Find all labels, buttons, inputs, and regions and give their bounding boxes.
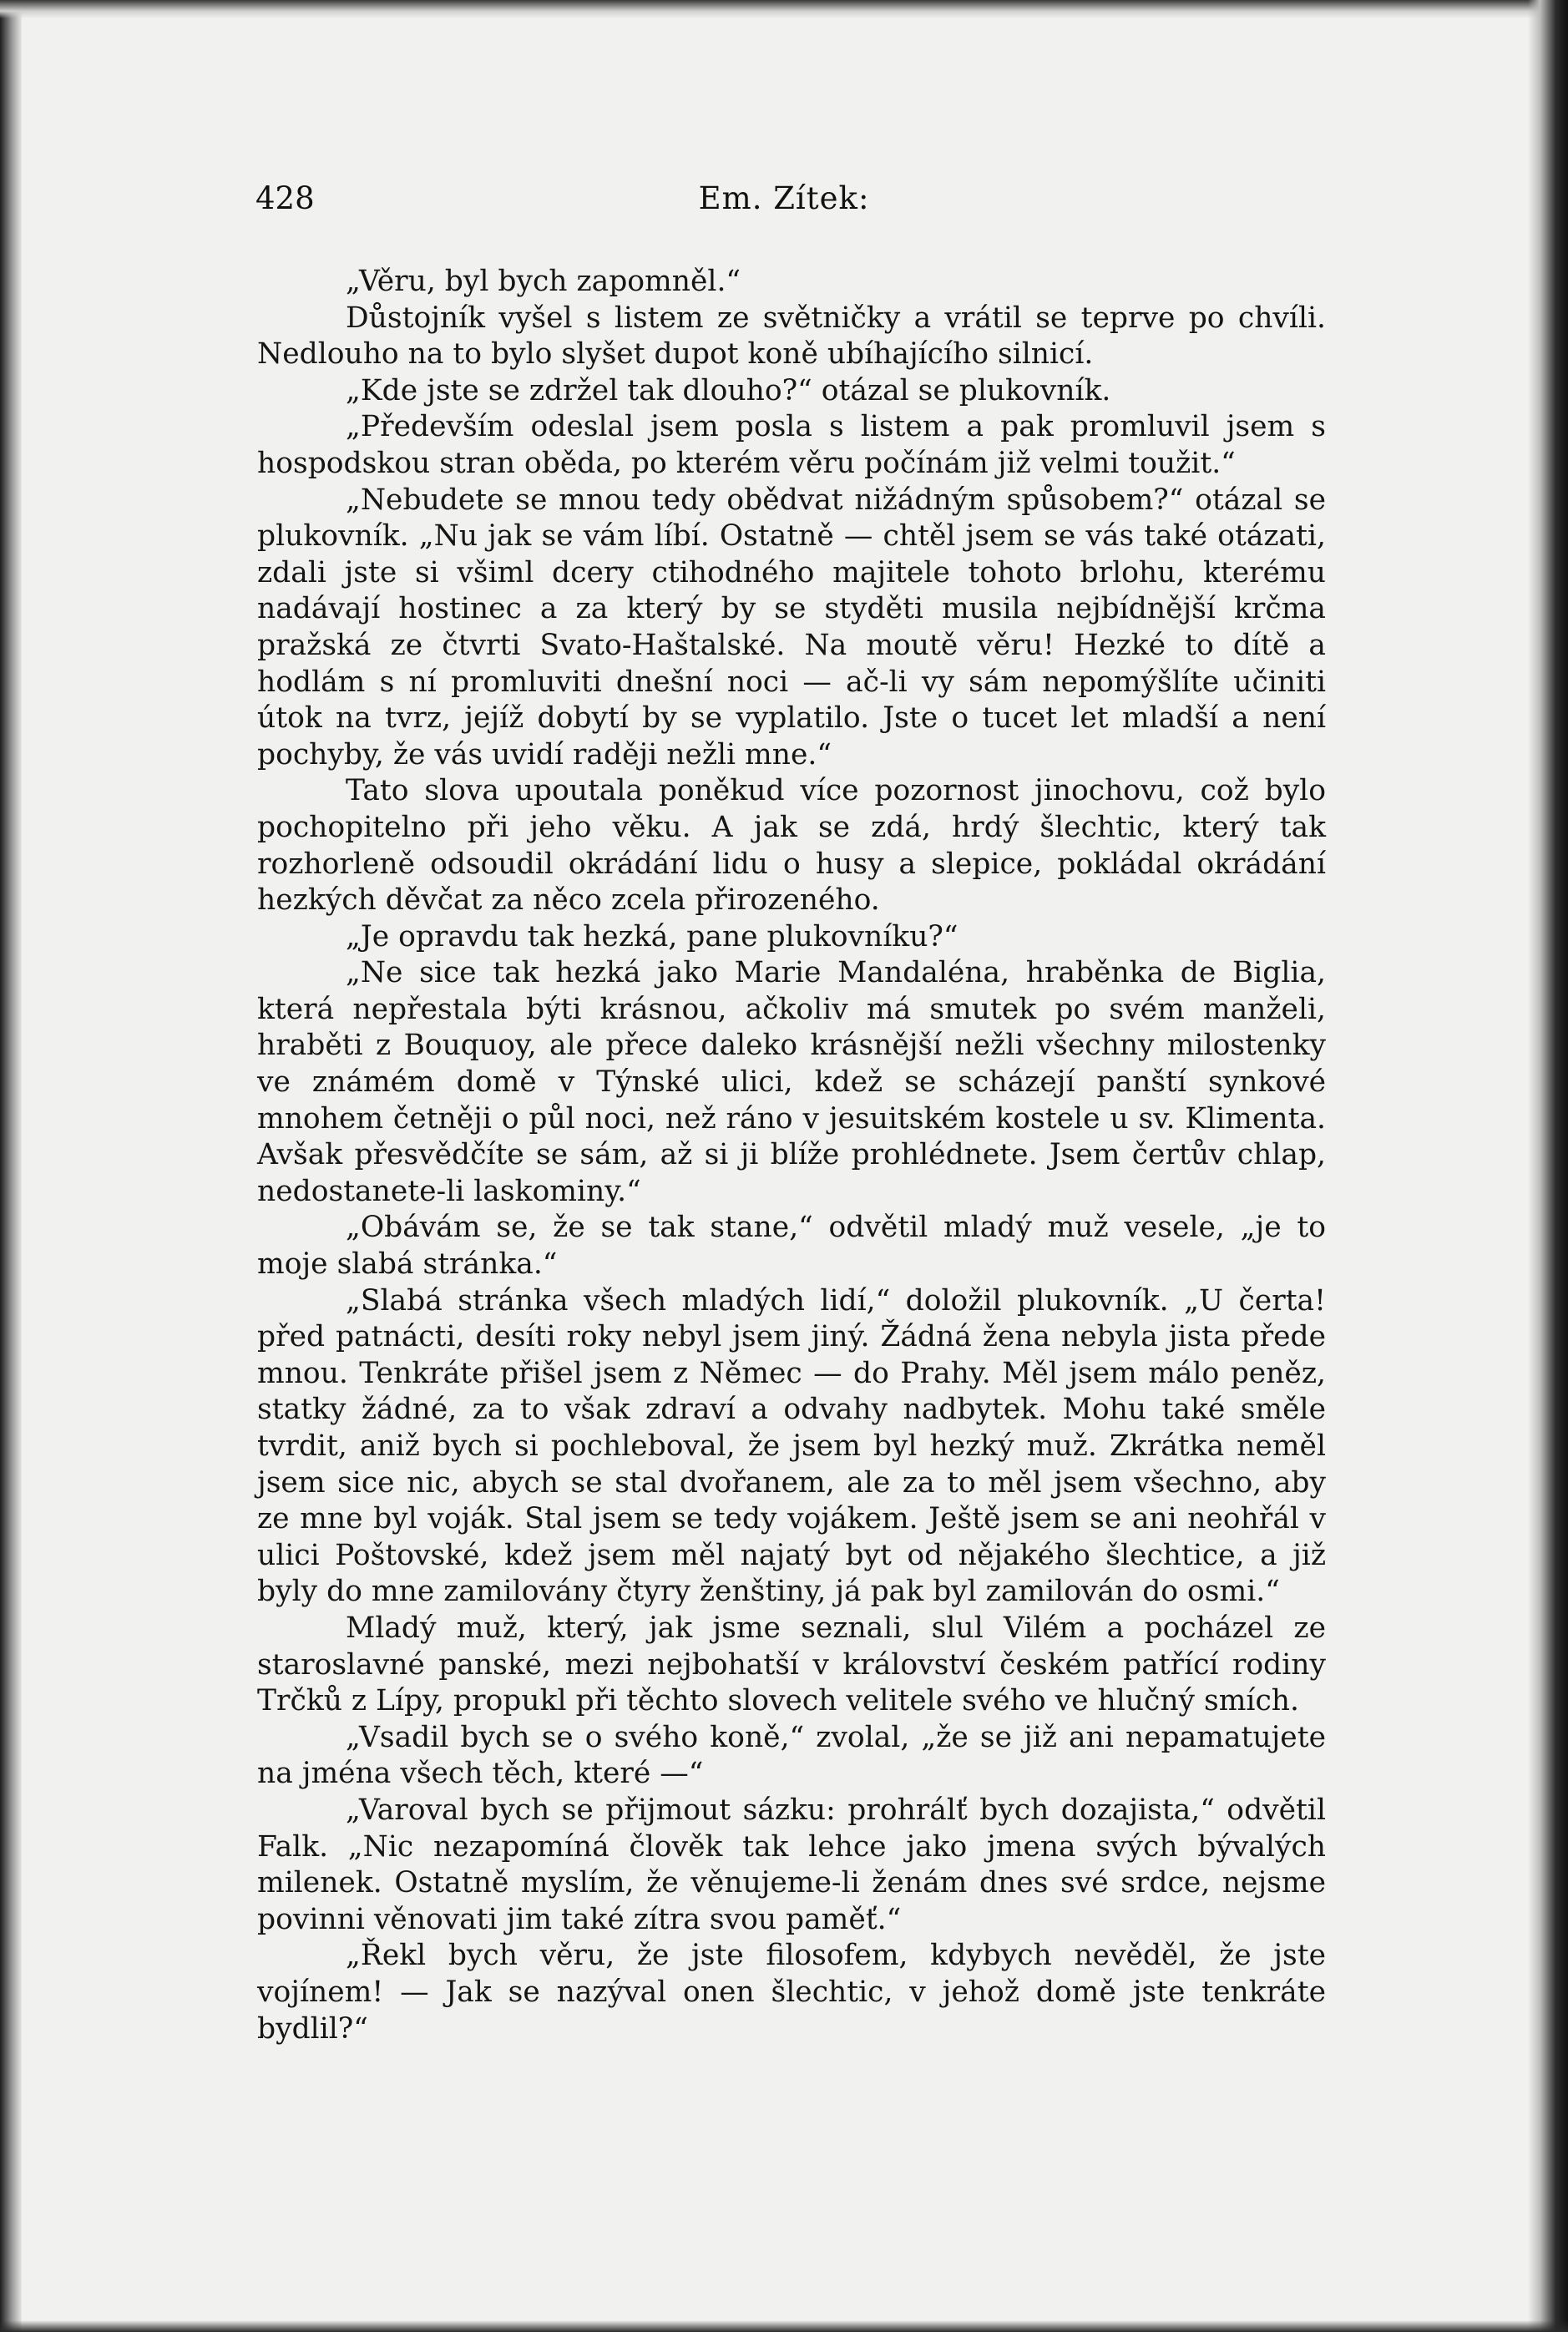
- running-head: Em. Zítek:: [698, 180, 870, 216]
- paragraph: „Vsadil bych se o svého koně,“ zvolal, „že se již ani nepamatujete na jména všech těch, které —“: [257, 1720, 1326, 1791]
- paragraph: Tato slova upoutala poněkud více pozornost jinochovu, což bylo pochopitelno při jeho věku. A jak se zdá, hrdý šlechtic, který tak rozhorleně odsoudil okrádání lidu o husy a slepice, pokládal okrádání hezkých děvčat za něco zcela přirozeného.: [257, 774, 1326, 918]
- paragraph: „Řekl bych věru, že jste filosofem, kdybych nevěděl, že jste vojínem! — Jak se nazýval onen šlechtic, v jehož domě jste tenkráte bydlil?“: [257, 1939, 1326, 2046]
- right-scan-shadow: [1528, 0, 1568, 2332]
- page-number: 428: [255, 180, 315, 216]
- paragraph: „Kde jste se zdržel tak dlouho?“ otázal se plukovník.: [346, 373, 1111, 407]
- paragraph: „Slabá stránka všech mladých lidí,“ doložil plukovník. „U čerta! před patnácti, desíti roky nebyl jsem jiný. Žádná žena nebyla jista přede mnou. Tenkráte přišel jsem z Němec — do Prahy. Měl jsem málo peněz, statky žádné, za to však zdraví a odvahy nadbytek. Mohu také směle tvrdit, aniž bych si pochleboval, že jsem byl hezký muž. Zkrátka neměl jsem sice nic, abych se stal dvořanem, ale za to měl jsem všechno, aby ze mne byl voják. Stal jsem se tedy vojákem. Ještě jsem se ani neohřál v ulici Poštovské, kdež jsem měl najatý byt od nějakého šlechtice, a již byly do mne zamilovány čtyry ženštiny, já pak byl zamilován do osmi.“: [257, 1283, 1326, 1609]
- body-text: [257, 264, 1326, 2047]
- paragraph: Důstojník vyšel s listem ze světničky a vrátil se teprve po chvíli. Nedlouho na to bylo slyšet dupot koně ubíhajícího silnicí.: [257, 301, 1326, 372]
- paragraph: „Nebudete se mnou tedy obědvat nižádným spůsobem?“ otázal se plukovník. „Nu jak se vám líbí. Ostatně — chtěl jsem se vás také otázati, zdali jste si všiml dcery ctihodného majitele tohoto brlohu, kterému nadávají hostinec a za který by se styděti musila nejbídnější krčma pražská ze čtvrti Svato-Haštalské. Na moutě věru! Hezké to dítě a hodlám s ní promluviti dnešní noci — ač-li vy sám nepomýšlíte učiniti útok na tvrz, jejíž dobytí by se vyplatilo. Jste o tucet let mladší a není pochyby, že vás uvidí raději nežli mne.“: [257, 483, 1326, 771]
- left-scan-shadow: [0, 0, 22, 2332]
- paragraph: „Je opravdu tak hezká, pane plukovníku?“: [346, 919, 959, 954]
- paragraph: „Obávám se, že se tak stane,“ odvětil mladý muž vesele, „je to moje slabá stránka.“: [257, 1211, 1326, 1282]
- bottom-scan-shadow: [0, 2320, 1568, 2332]
- top-scan-shadow: [0, 0, 1568, 18]
- paragraph: „Především odeslal jsem posla s listem a pak promluvil jsem s hospodskou stran oběda, po kterém věru počínám již velmi toužit.“: [257, 410, 1326, 480]
- paragraph: Mladý muž, který, jak jsme seznali, slul Vilém a pocházel ze staroslavné panské, mezi nejbohatší v království českém patřící rodiny Trčků z Lípy, propukl při těchto slovech velitele svého ve hlučný smích.: [257, 1611, 1326, 1718]
- paragraph: „Věru, byl bych zapomněl.“: [346, 265, 741, 298]
- paragraph: „Ne sice tak hezká jako Marie Mandaléna, hraběnka de Biglia, která nepřestala býti krásnou, ačkoliv má smutek po svém manželi, hraběti z Bouquoy, ale přece daleko krásnější nežli všechny milostenky ve známém domě v Týnské ulici, kdež se scházejí panští synkové mnohem četněji o půl noci, než ráno v jesuitském kostele u sv. Klimenta. Avšak přesvědčíte se sám, až si ji blíže prohlédnete. Jsem čertův chlap, nedostanete-li laskominy.“: [257, 956, 1326, 1208]
- paragraph: „Varoval bych se přijmout sázku: prohrálť bych dozajista,“ odvětil Falk. „Nic nezapomíná člověk tak lehce jako jmena svých bývalých milenek. Ostatně myslím, že věnujeme-li ženám dnes své srdce, nejsme povinni věnovati jim také zítra svou paměť.“: [257, 1793, 1326, 1936]
